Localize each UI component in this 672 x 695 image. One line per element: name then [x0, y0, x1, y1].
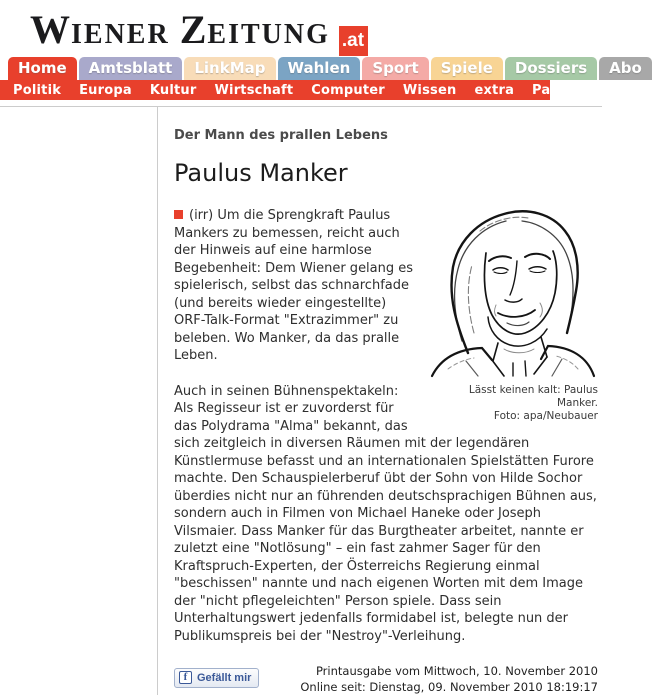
tab-sport[interactable]: Sport	[362, 57, 428, 80]
subnav-wissen[interactable]: Wissen	[402, 82, 457, 98]
secondary-nav	[0, 80, 663, 100]
logo-at-badge: .at	[339, 26, 368, 56]
article-paragraph: (irr) Um die Sprengkraft Paulus Mankers zu bemessen, reicht auch der Hinweis auf eine harmlose Begebenheit: Dem Wiener gelang es spielerisch, selbst das schnarchfade (und bereits wieder eingestellte) ORF-Talk-Format "Extrazimmer" zu beleben. Wo Manker, da das pralle Leben.	[174, 208, 414, 363]
tab-wahlen[interactable]: Wahlen	[278, 57, 361, 80]
subnav-wien[interactable]: Wien	[625, 82, 663, 98]
subnav-wirtschaft[interactable]: Wirtschaft	[214, 82, 294, 98]
article-figure	[428, 201, 598, 423]
tab-dossiers[interactable]: Dossiers	[505, 57, 597, 80]
facebook-like-label: Gefällt mir	[197, 671, 252, 684]
article-panel	[157, 107, 602, 695]
tab-linkmap[interactable]: LinkMap	[184, 57, 275, 80]
primary-nav	[0, 58, 642, 80]
facebook-icon: f	[179, 671, 192, 684]
subnav-extra[interactable]: extra	[474, 82, 515, 98]
photo-caption: Lässt keinen kalt: Paulus Manker. Foto: apa/Neubauer	[468, 384, 598, 422]
facebook-like-button[interactable]	[174, 668, 259, 688]
subnav-politik[interactable]: Politik	[13, 82, 62, 98]
tab-abo[interactable]: Abo	[599, 57, 652, 80]
masthead	[0, 0, 602, 58]
print-date: Printausgabe vom Mittwoch, 10. November 2010	[315, 664, 598, 678]
tab-spiele[interactable]: Spiele	[431, 57, 503, 80]
online-date: Online seit: Dienstag, 09. November 2010 18:19:17	[300, 680, 598, 694]
portrait-photo	[428, 201, 598, 376]
article-title: Paulus Manker	[174, 159, 348, 187]
subnav-kultur[interactable]: Kultur	[149, 82, 197, 98]
publication-dates	[300, 663, 598, 695]
article-kicker: Der Mann des prallen Lebens	[174, 128, 388, 143]
subnav-europa[interactable]: Europa	[79, 82, 132, 98]
subnav-panorama[interactable]: Panorama	[532, 82, 608, 98]
tab-amtsblatt[interactable]: Amtsblatt	[79, 57, 183, 80]
article-body	[174, 207, 598, 645]
article-meta	[174, 663, 598, 695]
wiener-zeitung-logo[interactable]: W IENER Z EITUNG .at	[30, 6, 368, 53]
tab-home[interactable]: Home	[8, 57, 77, 80]
subnav-computer[interactable]: Computer	[311, 82, 385, 98]
red-bullet-icon	[174, 210, 183, 219]
article-paragraph: Auch in seinen Bühnenspektakeln: Als Regisseur ist er zuvorderst für das Polydrama "Alma" bekannt, das sich zeitgleich in diversen Räumen mit der legendären Künstlermuse befasst und an internationalen Spielstätten Furore machte. Den Schauspielerberuf übt der Sohn von Hilde Sochor überdies nicht nur an führenden deutschsprachigen Bühnen aus, sondern auch in Filmen von Michael Haneke oder Joseph Vilsmaier. Dass Manker für das Burgtheater arbeitet, nannte er zuletzt eine "Notlösung" – ein fast zahmer Sager für den Kraftspruch-Experten, der Österreichs Regierung einmal "beschissen" nannte und nach eigenen Worten mit dem Image der "nicht pflegeleichten" Person spiele. Dass sein Unterhaltungswert jedenfalls formidabel ist, belegte nun der Publikumspreis bei der "Nestroy"-Verleihung.	[174, 383, 597, 644]
logo-text: W	[30, 7, 71, 52]
